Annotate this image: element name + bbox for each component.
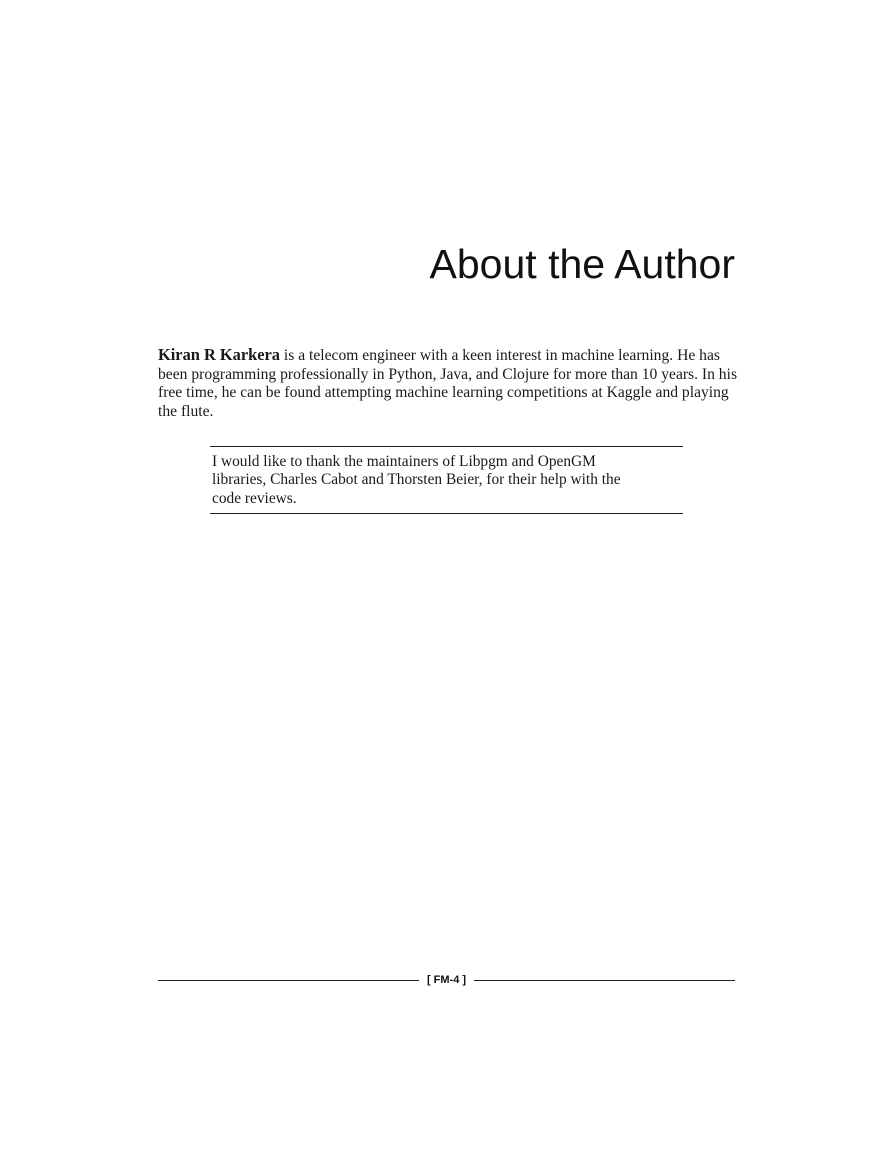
author-name: Kiran R Karkera (158, 345, 281, 364)
page-number: [ FM-4 ] (426, 974, 467, 986)
footer-rule-right (474, 980, 735, 981)
acknowledgement-text: I would like to thank the maintainers of Libpgm and OpenGM libraries, Charles Cabot and Thorsten Beier, for their help with the code reviews. (212, 453, 621, 507)
page-footer (158, 970, 735, 990)
footer-rule-left (158, 980, 419, 981)
page-title: About the Author (429, 241, 735, 287)
author-bio (158, 346, 738, 421)
author-bio-text: is a telecom engineer with a keen interest in machine learning. He has been programming professionally in Python, Java, and Clojure for more than 10 years. In his free time, he can be found attempting machine learning competitions at Kaggle and playing the flute. (158, 347, 738, 420)
acknowledgement-box (210, 446, 683, 514)
